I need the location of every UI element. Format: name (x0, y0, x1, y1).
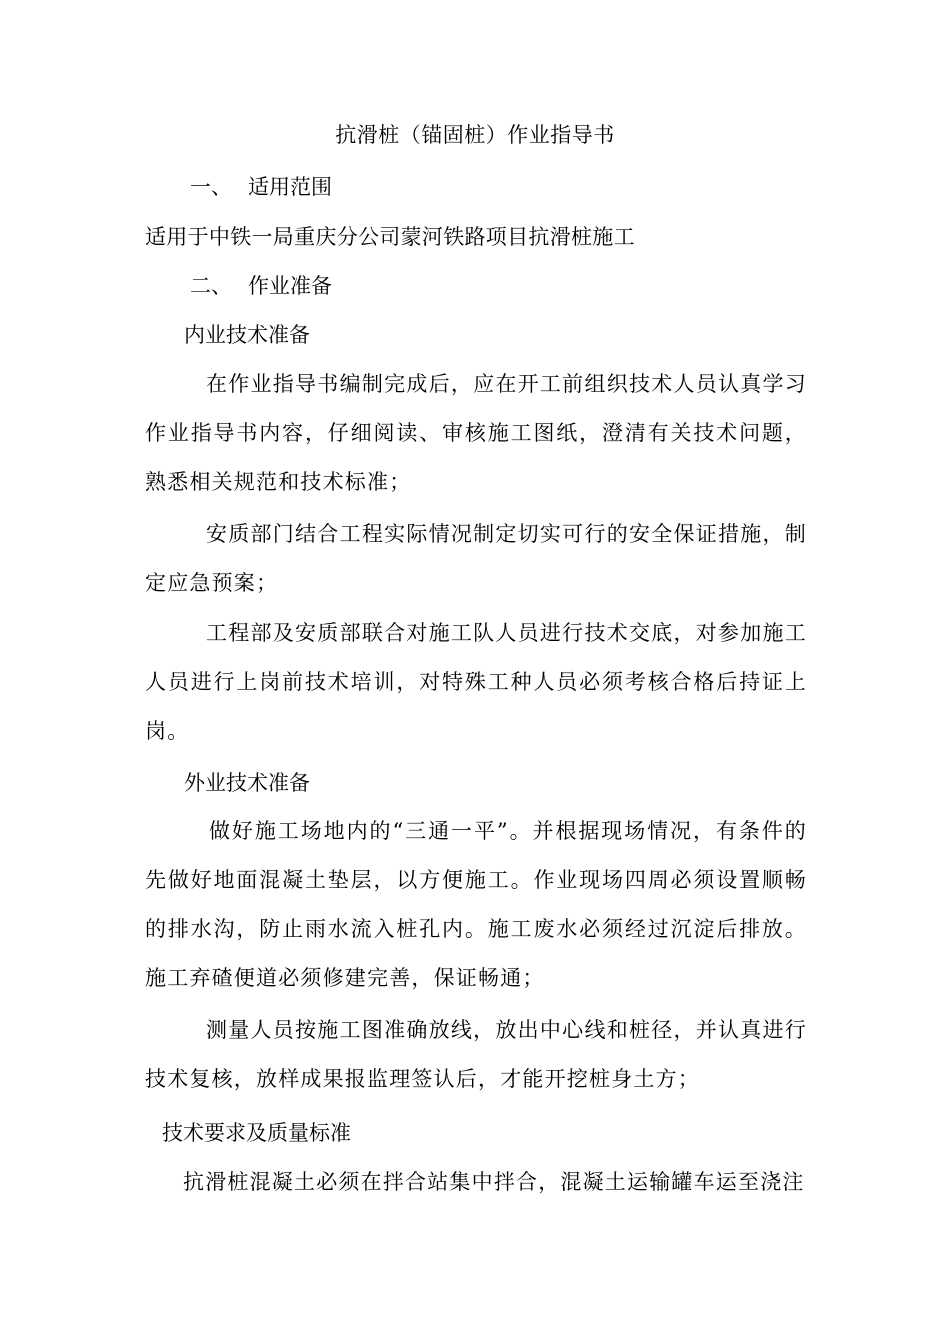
internal-prep-heading: 内业技术准备 (184, 323, 310, 347)
tech-req-paragraph-1: 抗滑桩混凝土必须在拌合站集中拌合，混凝土运输罐车运至浇注 (183, 1170, 805, 1194)
section1-text: 适用于中铁一局重庆分公司蒙河铁路项目抗滑桩施工 (145, 225, 635, 249)
internal-prep-paragraph-2: 安质部门结合工程实际情况制定切实可行的安全保证措施，制定应急预案； (145, 522, 807, 595)
section1-title: 适用范围 (248, 175, 332, 199)
section1-number: 一、 (190, 175, 232, 199)
section1-heading (190, 172, 332, 202)
external-prep-paragraph-2: 测量人员按施工图准确放线，放出中心线和桩径，并认真进行技术复核，放样成果报监理签认后，才能开挖桩身土方； (145, 1018, 807, 1091)
external-prep-paragraph-1: 做好施工场地内的“三通一平”。并根据现场情况，有条件的先做好地面混凝土垫层，以方便施工。作业现场四周必须设置顺畅的排水沟，防止雨水流入桩孔内。施工废水必须经过沉淀后排放。施工弃碴便道必须修建完善，保证畅通； (145, 819, 807, 990)
section2-title: 作业准备 (248, 274, 332, 298)
section2-number: 二、 (190, 274, 232, 298)
internal-prep-paragraph-1: 在作业指导书编制完成后，应在开工前组织技术人员认真学习作业指导书内容，仔细阅读、审核施工图纸，澄清有关技术问题，熟悉相关规范和技术标准； (145, 372, 807, 494)
section2-heading (190, 271, 332, 301)
document-title: 抗滑桩（锚固桩）作业指导书 (335, 123, 615, 147)
tech-req-heading: 技术要求及质量标准 (162, 1121, 351, 1145)
external-prep-heading: 外业技术准备 (184, 771, 310, 795)
internal-prep-paragraph-3: 工程部及安质部联合对施工队人员进行技术交底，对参加施工人员进行上岗前技术培训，对特殊工种人员必须考核合格后持证上岗。 (145, 621, 807, 743)
